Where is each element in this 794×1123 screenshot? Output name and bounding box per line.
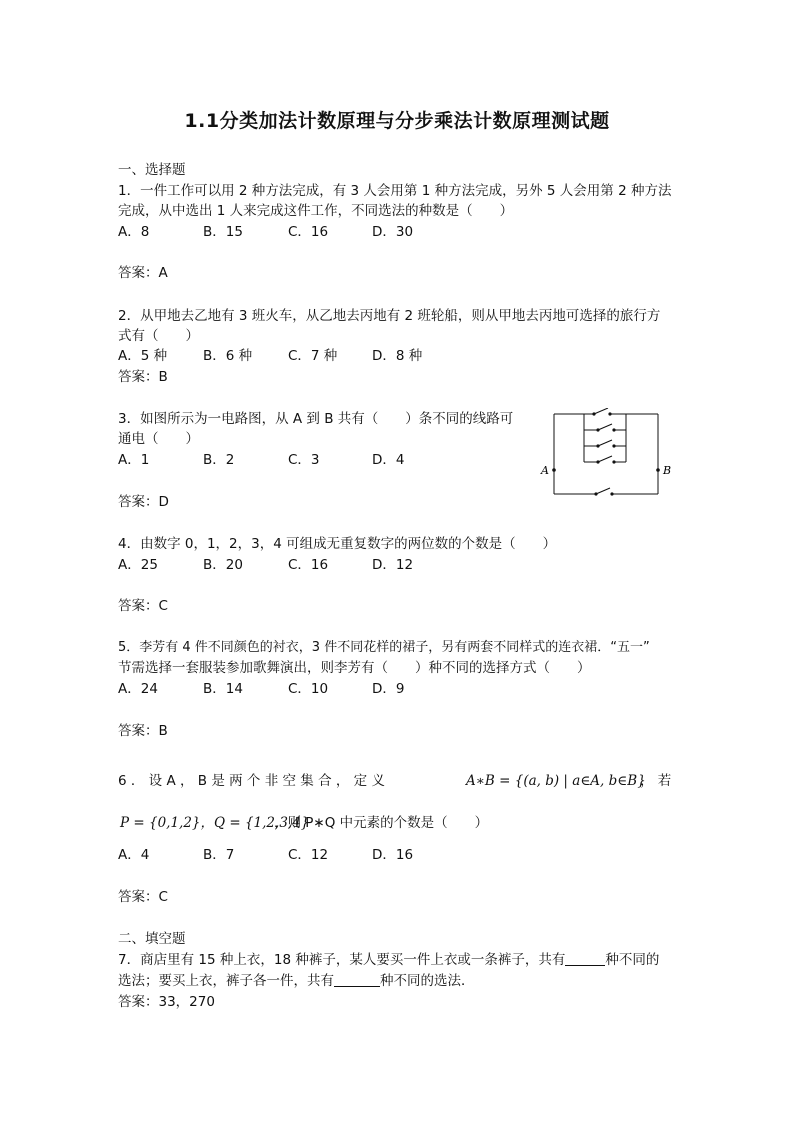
question-2-option-b: B．6 种 [203,348,253,364]
question-3-option-d: D．4 [372,452,405,468]
question-2-option-a: A．5 种 [118,348,168,364]
question-4-option-b: B．20 [203,557,243,573]
question-6-line-1-end: ， 若 [640,773,672,789]
question-6-option-c: C．12 [288,847,329,863]
question-7-line-2-start: 选法；要买上衣，裤子各一件，共有 [118,973,334,989]
switch-parallel-2-lever [598,440,612,446]
question-6-option-a: A．4 [118,847,150,863]
question-1-line-1: 1．一件工作可以用 2 种方法完成，有 3 人会用第 1 种方法完成，另外 5 人会用第 2 种方法 [118,183,672,199]
question-2-option-d: D．8 种 [372,348,423,364]
question-5-answer: 答案：B [118,723,168,739]
question-1-answer: 答案：A [118,265,168,281]
question-7-line-2 [118,971,475,991]
question-6-line-1: 6 ． 设 A ， B 是 两 个 非 空 集 合 ， 定 义 [118,773,385,789]
switch-top-contact-a [592,412,595,415]
question-2-option-c: C．7 种 [288,348,338,364]
terminal-a-label: A [541,464,549,477]
page-title: 1.1分类加法计数原理与分步乘法计数原理测试题 [184,110,610,132]
question-3-option-a: A．1 [118,452,150,468]
question-3-option-c: C．3 [288,452,320,468]
question-5-option-d: D．9 [372,681,405,697]
question-2-line-1: 2．从甲地去乙地有 3 班火车，从乙地去丙地有 2 班轮船，则从甲地去丙地可选择的旅行方 [118,308,661,324]
switch-parallel-3-contact-b [612,460,615,463]
switch-parallel-1-contact-b [612,428,615,431]
question-3-option-b: B．2 [203,452,235,468]
terminal-a-dot [552,468,556,472]
question-4-answer: 答案：C [118,598,168,614]
question-7-line-1 [118,950,659,970]
switch-parallel-2-contact-a [596,444,599,447]
circuit-diagram [532,408,682,500]
question-1-option-c: C．16 [288,224,329,240]
question-5-option-b: B．14 [203,681,243,697]
question-7-line-1-start: 7．商店里有 15 种上衣，18 种裤子，某人要买一件上衣或一条裤子，共有 [118,952,566,968]
section-heading-choice: 一、选择题 [118,162,186,178]
question-1-option-d: D．30 [372,224,414,240]
question-7-line-2-end: 种不同的选法． [380,973,475,989]
question-7-answer: 答案：33，270 [118,994,215,1010]
question-1-line-2: 完成，从中选出 1 人来完成这件工作，不同选法的种数是（ ） [118,203,514,219]
question-5-line-2: 节需选择一套服装参加歌舞演出，则李芳有（ ）种不同的选择方式（ ） [118,660,591,676]
question-4-option-d: D．12 [372,557,414,573]
question-3-answer: 答案：D [118,494,169,510]
question-6-option-d: D．16 [372,847,414,863]
answer-blank-2[interactable] [334,972,380,987]
question-6-definition: A∗B = {(a, b) | a∈A, b∈B} [466,773,646,789]
question-4-option-c: C．16 [288,557,329,573]
answer-blank-1[interactable] [565,951,605,966]
question-5-option-c: C．10 [288,681,329,697]
switch-bottom-contact-b [610,492,613,495]
switch-parallel-3-lever [598,456,612,462]
switch-parallel-2-contact-b [612,444,615,447]
terminal-b-label: B [663,464,672,477]
question-6-line-2: ，则 P∗Q 中元素的个数是（ ） [274,815,489,831]
question-1-option-a: A．8 [118,224,150,240]
question-3-line-2: 通电（ ） [118,431,199,447]
question-6-option-b: B．7 [203,847,235,863]
question-7-line-1-end: 种不同的 [605,952,660,968]
switch-parallel-3-contact-a [596,460,599,463]
question-2-answer: 答案：B [118,369,168,385]
switch-bottom-contact-a [594,492,597,495]
question-4-option-a: A．25 [118,557,158,573]
switch-parallel-1-lever [598,424,612,430]
terminal-b-dot [656,468,660,472]
switch-top-contact-b [608,412,611,415]
question-2-line-2: 式有（ ） [118,328,199,344]
question-6-answer: 答案：C [118,889,168,905]
switch-top-lever [594,408,608,414]
switch-parallel-1-contact-a [596,428,599,431]
question-5-option-a: A．24 [118,681,158,697]
switch-bottom-lever [596,488,610,494]
question-1-option-b: B．15 [203,224,243,240]
question-6-sets: P = {0,1,2}，Q = {1,2,3,4} [120,815,310,831]
question-5-line-1: 5．李芳有 4 件不同颜色的衬衣，3 件不同花样的裙子，另有两套不同样式的连衣裙．“五一” [118,640,650,655]
section-heading-fill-in: 二、填空题 [118,931,186,947]
question-3-line-1: 3．如图所示为一电路图，从 A 到 B 共有（ ）条不同的线路可 [118,411,514,427]
question-4-line-1: 4．由数字 0，1，2，3，4 可组成无重复数字的两位数的个数是（ ） [118,536,557,552]
